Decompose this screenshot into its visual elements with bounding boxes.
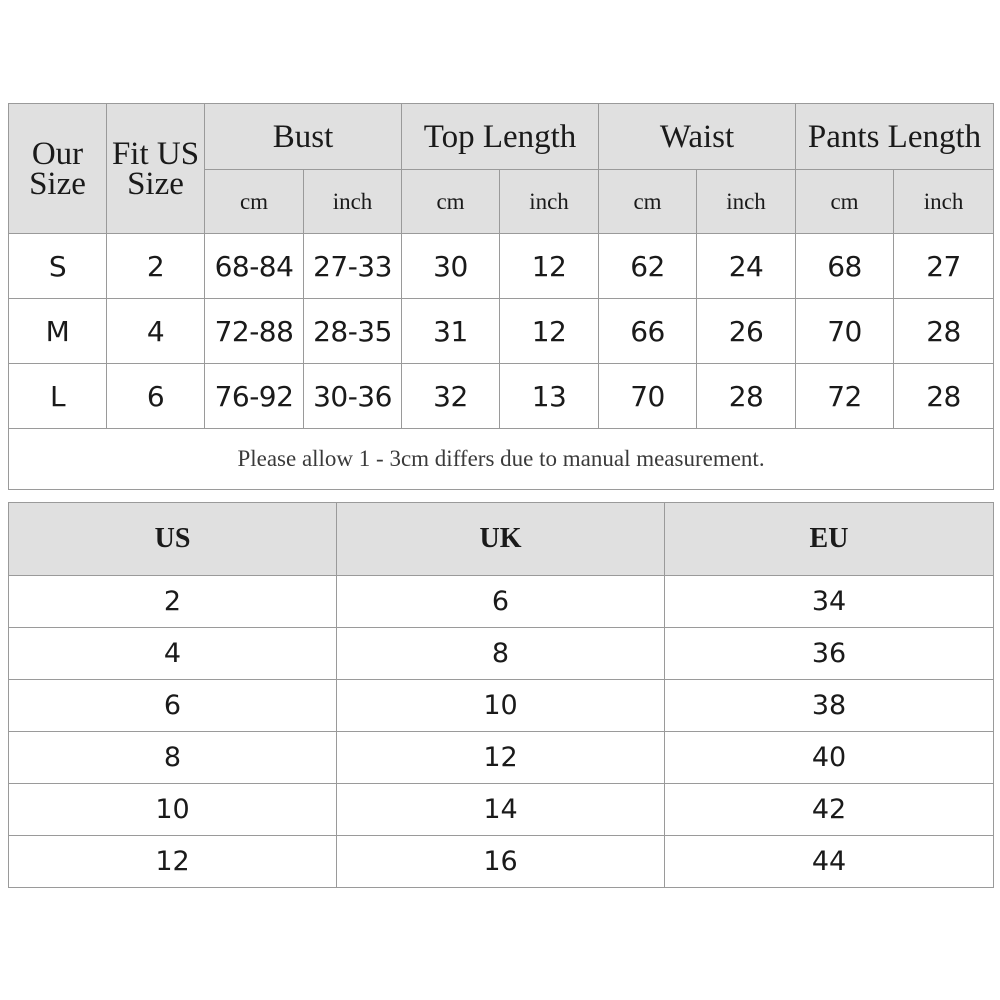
header-eu: EU bbox=[665, 503, 994, 576]
subheader-pants-cm: cm bbox=[796, 170, 894, 234]
cell-pants-inch: 27 bbox=[894, 234, 994, 299]
cell-top-inch: 12 bbox=[500, 299, 599, 364]
cell-us: 6 bbox=[9, 680, 337, 732]
cell-us: 8 bbox=[9, 732, 337, 784]
header-waist: Waist bbox=[599, 104, 796, 170]
cell-us: 12 bbox=[9, 836, 337, 888]
cell-bust-inch: 28-35 bbox=[304, 299, 402, 364]
cell-top-cm: 32 bbox=[402, 364, 500, 429]
cell-waist-cm: 70 bbox=[599, 364, 697, 429]
table-row bbox=[9, 784, 994, 836]
size-conversion-table bbox=[8, 502, 994, 888]
cell-uk: 8 bbox=[337, 628, 665, 680]
header-uk: UK bbox=[337, 503, 665, 576]
size-chart-table bbox=[8, 103, 994, 490]
cell-us: 4 bbox=[107, 299, 205, 364]
table-row bbox=[9, 234, 994, 299]
cell-eu: 34 bbox=[665, 576, 994, 628]
header-us: US bbox=[9, 503, 337, 576]
cell-us: 2 bbox=[9, 576, 337, 628]
subheader-waist-inch: inch bbox=[697, 170, 796, 234]
cell-size: S bbox=[9, 234, 107, 299]
subheader-bust-cm: cm bbox=[205, 170, 304, 234]
header-our-size: Our Size bbox=[9, 104, 107, 234]
table-row bbox=[9, 364, 994, 429]
cell-bust-cm: 68-84 bbox=[205, 234, 304, 299]
cell-bust-inch: 30-36 bbox=[304, 364, 402, 429]
cell-waist-inch: 28 bbox=[697, 364, 796, 429]
table-row bbox=[9, 628, 994, 680]
subheader-waist-cm: cm bbox=[599, 170, 697, 234]
cell-us: 2 bbox=[107, 234, 205, 299]
cell-top-inch: 12 bbox=[500, 234, 599, 299]
table-row bbox=[9, 680, 994, 732]
table-row bbox=[9, 836, 994, 888]
subheader-pants-inch: inch bbox=[894, 170, 994, 234]
cell-eu: 38 bbox=[665, 680, 994, 732]
cell-top-inch: 13 bbox=[500, 364, 599, 429]
cell-eu: 44 bbox=[665, 836, 994, 888]
cell-pants-cm: 70 bbox=[796, 299, 894, 364]
cell-top-cm: 31 bbox=[402, 299, 500, 364]
cell-waist-inch: 24 bbox=[697, 234, 796, 299]
cell-us: 4 bbox=[9, 628, 337, 680]
cell-bust-cm: 76-92 bbox=[205, 364, 304, 429]
cell-bust-cm: 72-88 bbox=[205, 299, 304, 364]
cell-pants-inch: 28 bbox=[894, 364, 994, 429]
cell-pants-inch: 28 bbox=[894, 299, 994, 364]
header-bust: Bust bbox=[205, 104, 402, 170]
header-top-length: Top Length bbox=[402, 104, 599, 170]
header-pants-length: Pants Length bbox=[796, 104, 994, 170]
cell-waist-cm: 62 bbox=[599, 234, 697, 299]
cell-eu: 36 bbox=[665, 628, 994, 680]
cell-uk: 14 bbox=[337, 784, 665, 836]
cell-uk: 6 bbox=[337, 576, 665, 628]
measurement-note: Please allow 1 - 3cm differs due to manual measurement. bbox=[9, 429, 994, 490]
cell-uk: 12 bbox=[337, 732, 665, 784]
subheader-top-cm: cm bbox=[402, 170, 500, 234]
cell-eu: 40 bbox=[665, 732, 994, 784]
cell-size: L bbox=[9, 364, 107, 429]
cell-uk: 10 bbox=[337, 680, 665, 732]
cell-size: M bbox=[9, 299, 107, 364]
cell-bust-inch: 27-33 bbox=[304, 234, 402, 299]
subheader-top-inch: inch bbox=[500, 170, 599, 234]
cell-uk: 16 bbox=[337, 836, 665, 888]
table-row bbox=[9, 576, 994, 628]
cell-eu: 42 bbox=[665, 784, 994, 836]
cell-top-cm: 30 bbox=[402, 234, 500, 299]
cell-pants-cm: 72 bbox=[796, 364, 894, 429]
cell-us: 10 bbox=[9, 784, 337, 836]
table-row bbox=[9, 299, 994, 364]
table-row bbox=[9, 732, 994, 784]
cell-waist-cm: 66 bbox=[599, 299, 697, 364]
cell-us: 6 bbox=[107, 364, 205, 429]
cell-pants-cm: 68 bbox=[796, 234, 894, 299]
subheader-bust-inch: inch bbox=[304, 170, 402, 234]
cell-waist-inch: 26 bbox=[697, 299, 796, 364]
header-fit-us-size: Fit US Size bbox=[107, 104, 205, 234]
